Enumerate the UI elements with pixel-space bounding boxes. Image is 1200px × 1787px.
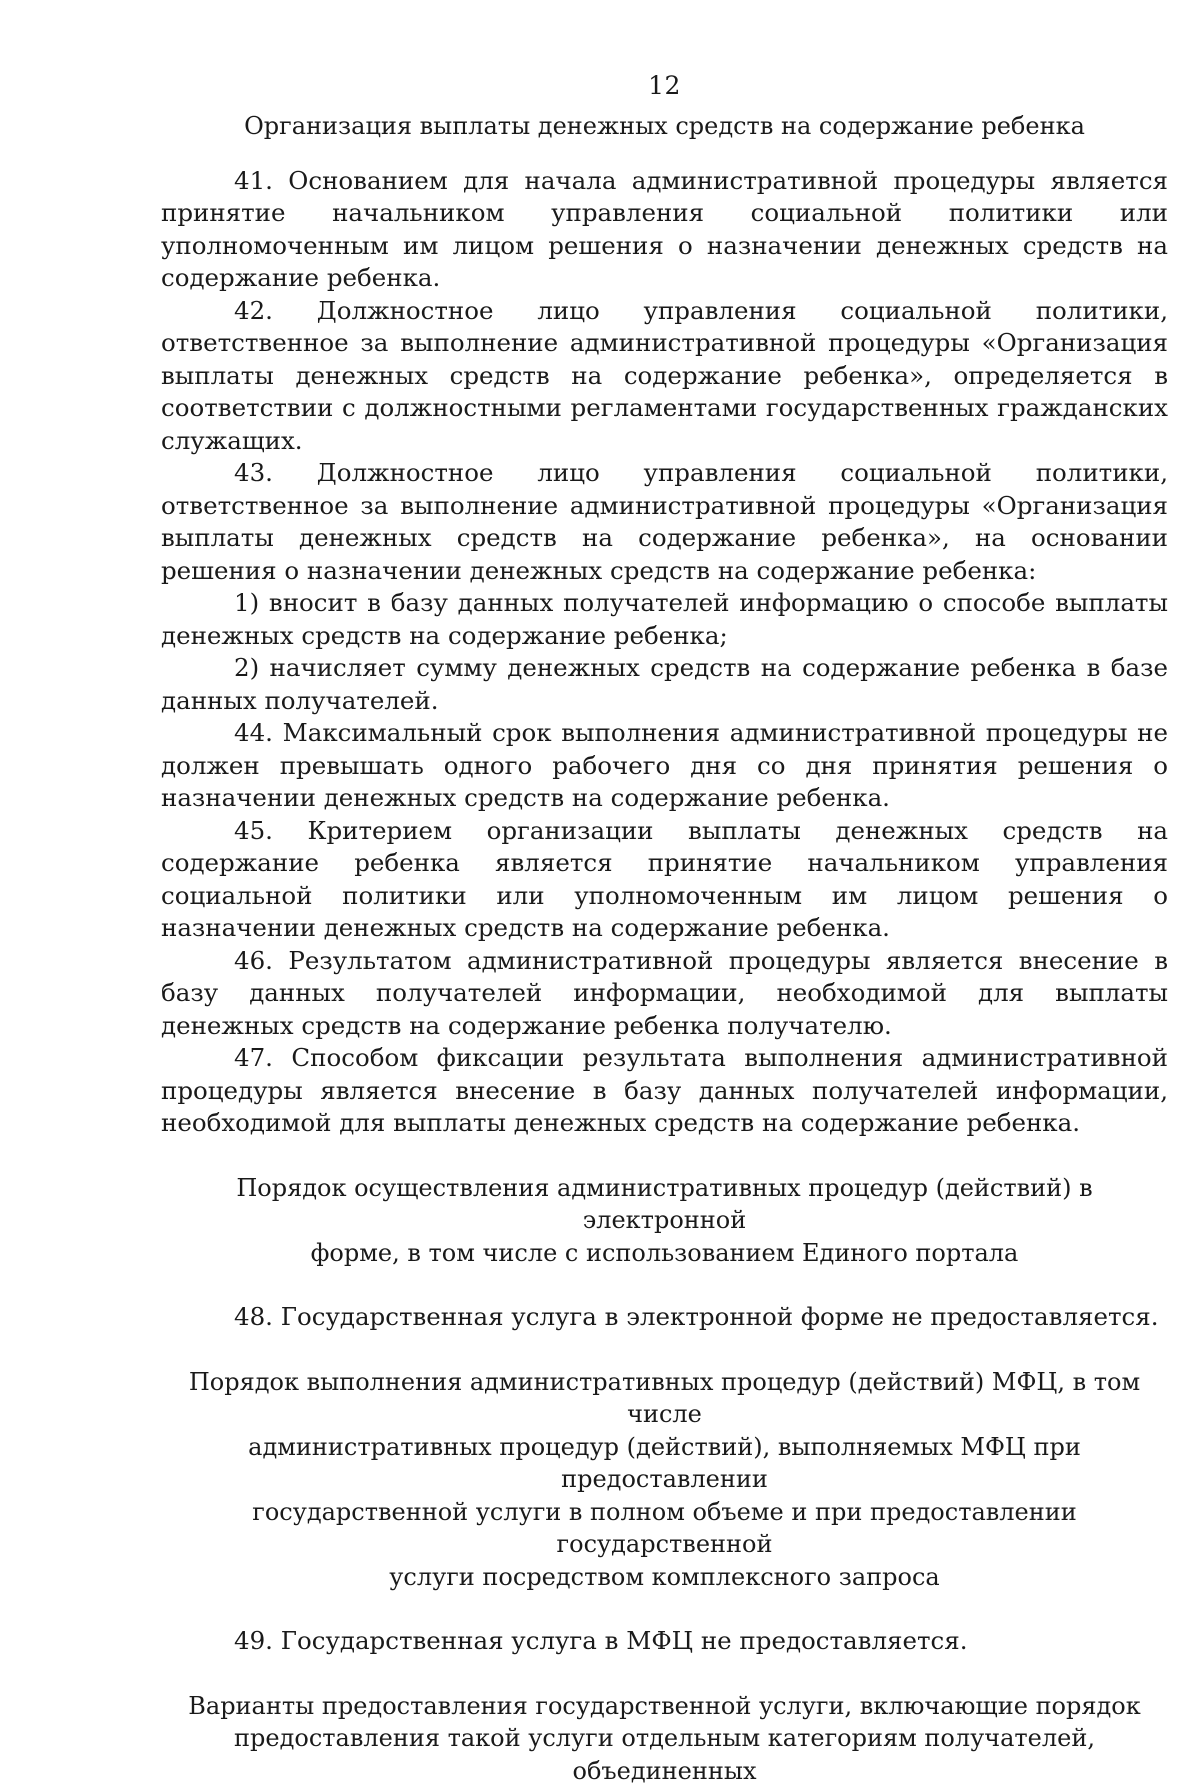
paragraph-48: 48. Государственная услуга в электронной форме не предоставляется. (161, 1301, 1168, 1334)
heading-variants-line-2: предоставления такой услуги отдельным категориям получателей, объединенных (161, 1722, 1168, 1787)
paragraph-46: 46. Результатом административной процедуры является внесение в базу данных получателей информации, необходимой для выплаты денежных средств на содержание ребенка получателю. (161, 945, 1168, 1043)
paragraph-49: 49. Государственная услуга в МФЦ не предоставляется. (161, 1625, 1168, 1658)
paragraph-44: 44. Максимальный срок выполнения административной процедуры не должен превышать одного рабочего дня со дня принятия решения о назначении денежных средств на содержание ребенка. (161, 717, 1168, 815)
section-title: Организация выплаты денежных средств на содержание ребенка (161, 110, 1168, 143)
spacer (161, 1140, 1168, 1172)
spacer (161, 1593, 1168, 1625)
heading-mfc-line-3: государственной услуги в полном объеме и при предоставлении государственной (161, 1496, 1168, 1561)
document-page (161, 70, 1168, 1787)
spacer (161, 1658, 1168, 1690)
heading-mfc-line-4: услуги посредством комплексного запроса (161, 1561, 1168, 1594)
paragraph-47: 47. Способом фиксации результата выполнения административной процедуры является внесение в базу данных получателей информации, необходимой для выплаты денежных средств на содержание ребенка. (161, 1042, 1168, 1140)
page-number: 12 (161, 70, 1168, 102)
spacer (161, 1334, 1168, 1366)
heading-mfc-line-1: Порядок выполнения административных процедур (действий) МФЦ, в том числе (161, 1366, 1168, 1431)
paragraph-45: 45. Критерием организации выплаты денежных средств на содержание ребенка является принятие начальником управления социальной политики или уполномоченным им лицом решения о назначении денежных средств на содержание ребенка. (161, 815, 1168, 945)
heading-variants-line-1: Варианты предоставления государственной услуги, включающие порядок (161, 1690, 1168, 1723)
heading-mfc (161, 1366, 1168, 1594)
paragraph-43-item-2: 2) начисляет сумму денежных средств на содержание ребенка в базе данных получателей. (161, 652, 1168, 717)
paragraph-43: 43. Должностное лицо управления социальной политики, ответственное за выполнение административной процедуры «Организация выплаты денежных средств на содержание ребенка», на основании решения о назначении денежных средств на содержание ребенка: (161, 457, 1168, 587)
spacer (161, 1269, 1168, 1301)
heading-mfc-line-2: административных процедур (действий), выполняемых МФЦ при предоставлении (161, 1431, 1168, 1496)
paragraph-43-item-1: 1) вносит в базу данных получателей информацию о способе выплаты денежных средств на содержание ребенка; (161, 587, 1168, 652)
heading-variants (161, 1690, 1168, 1787)
heading-electronic-line-1: Порядок осуществления административных процедур (действий) в электронной (161, 1172, 1168, 1237)
heading-electronic-line-2: форме, в том числе с использованием Единого портала (161, 1237, 1168, 1270)
paragraph-41: 41. Основанием для начала административной процедуры является принятие начальником управления социальной политики или уполномоченным им лицом решения о назначении денежных средств на содержание ребенка. (161, 165, 1168, 295)
heading-electronic-form (161, 1172, 1168, 1270)
paragraph-42: 42. Должностное лицо управления социальной политики, ответственное за выполнение административной процедуры «Организация выплаты денежных средств на содержание ребенка», определяется в соответствии с должностными регламентами государственных гражданских служащих. (161, 295, 1168, 458)
